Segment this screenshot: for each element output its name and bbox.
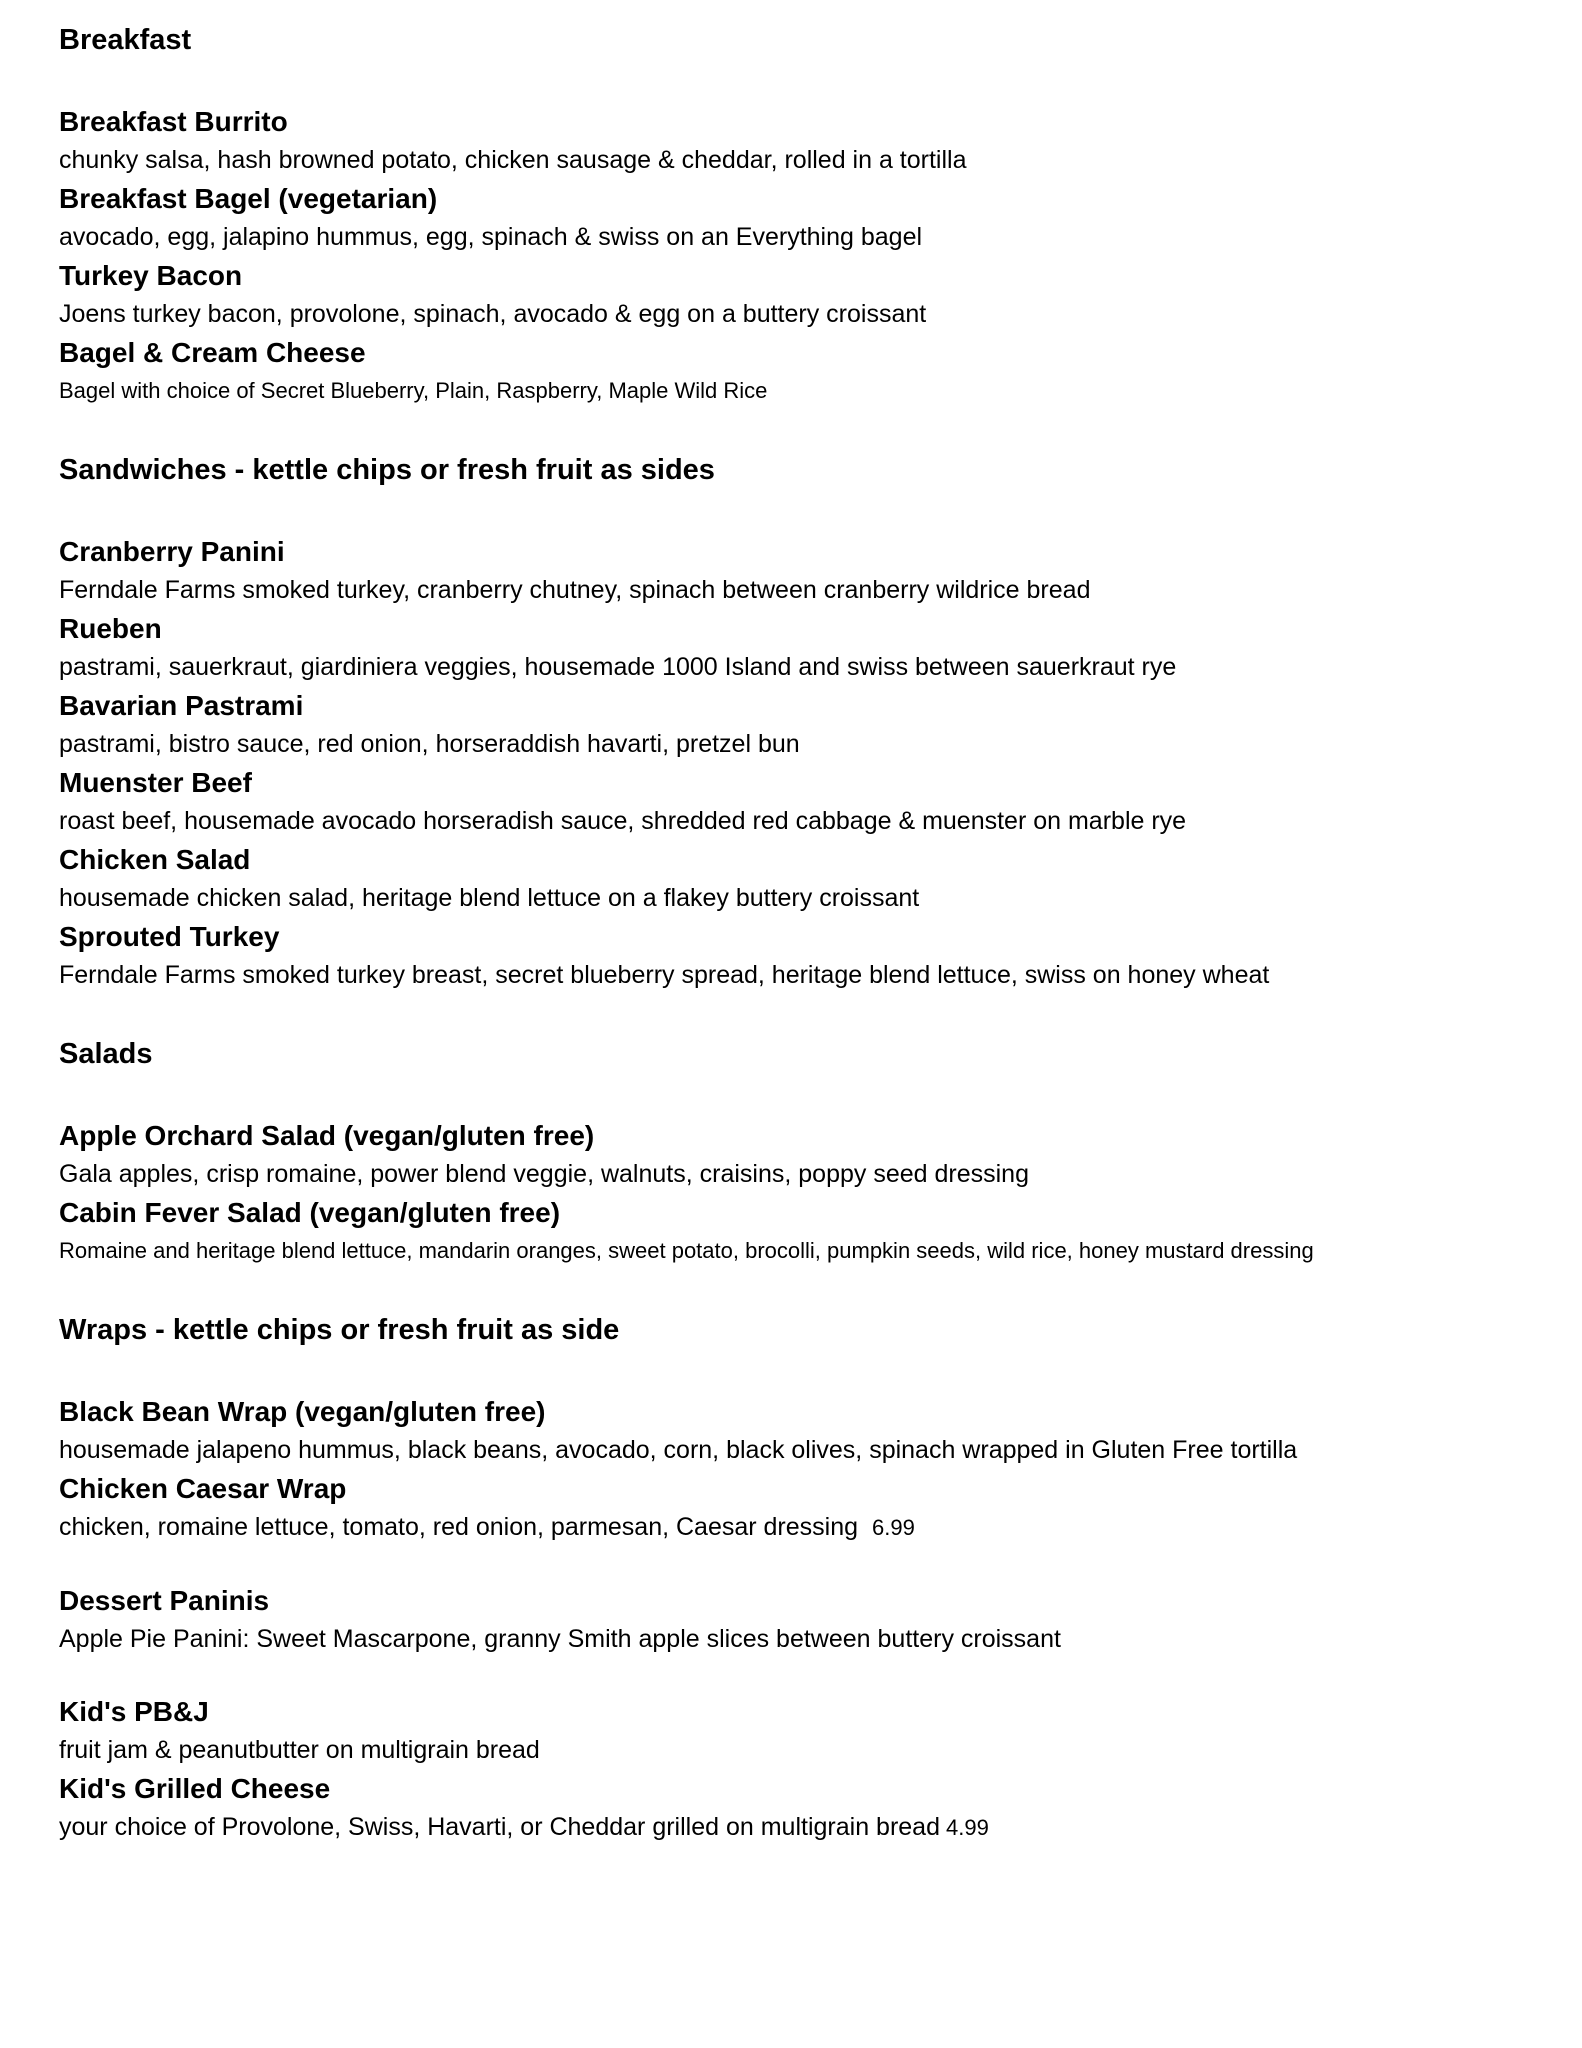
wraps-section	[59, 1273, 1582, 1543]
item-name: Muenster Beef	[59, 767, 252, 798]
menu-item	[59, 612, 1582, 682]
menu-item	[59, 766, 1582, 836]
menu-item	[59, 259, 1582, 329]
section-heading: Sandwiches - kettle chips or fresh fruit as sides	[59, 454, 715, 486]
menu-item	[59, 336, 1582, 406]
breakfast-section	[59, 0, 1582, 406]
sandwiches-section	[59, 413, 1582, 990]
item-price: 4.99	[945, 1815, 989, 1840]
item-description-text: chicken, romaine lettuce, tomato, red onion, parmesan, Caesar dressing	[59, 1513, 859, 1541]
item-name: Kid's PB&J	[59, 1696, 209, 1727]
item-name: Turkey Bacon	[59, 260, 243, 291]
item-description	[59, 1812, 1582, 1843]
item-description: Apple Pie Panini: Sweet Mascarpone, granny Smith apple slices between buttery croissant	[59, 1625, 1061, 1653]
item-description-text: your choice of Provolone, Swiss, Havarti, or Cheddar grilled on multigrain bread	[59, 1813, 940, 1841]
section-heading: Salads	[59, 1038, 153, 1070]
item-name: Bavarian Pastrami	[59, 690, 304, 721]
menu-item	[59, 689, 1582, 759]
section-heading: Wraps - kettle chips or fresh fruit as side	[59, 1314, 620, 1346]
item-name: Chicken Salad	[59, 844, 251, 875]
item-description: Gala apples, crisp romaine, power blend veggie, walnuts, craisins, poppy seed dressing	[59, 1160, 1029, 1188]
menu-item	[59, 1472, 1582, 1543]
section-heading: Breakfast	[59, 24, 192, 56]
item-name: Apple Orchard Salad (vegan/gluten free)	[59, 1120, 595, 1151]
item-description: Ferndale Farms smoked turkey, cranberry chutney, spinach between cranberry wildrice bread	[59, 576, 1091, 604]
menu-item	[59, 1395, 1582, 1465]
item-name: Kid's Grilled Cheese	[59, 1773, 331, 1804]
salads-section	[59, 997, 1582, 1266]
item-description: pastrami, sauerkraut, giardiniera veggies, housemade 1000 Island and swiss between sauerkraut rye	[59, 653, 1177, 681]
item-description	[59, 1512, 1582, 1543]
item-description: Ferndale Farms smoked turkey breast, secret blueberry spread, heritage blend lettuce, swiss on honey wheat	[59, 961, 1270, 989]
menu-item	[59, 1584, 1582, 1654]
item-name: Dessert Paninis	[59, 1585, 270, 1616]
menu-item	[59, 1196, 1582, 1266]
menu-item	[59, 843, 1582, 913]
item-description: Romaine and heritage blend lettuce, mandarin oranges, sweet potato, brocolli, pumpkin seeds, wild rice, honey mustard dressing	[59, 1238, 1314, 1263]
kids-section	[59, 1661, 1582, 1843]
item-description: pastrami, bistro sauce, red onion, horseraddish havarti, pretzel bun	[59, 730, 800, 758]
item-description: Bagel with choice of Secret Blueberry, Plain, Raspberry, Maple Wild Rice	[59, 378, 768, 403]
item-description: roast beef, housemade avocado horseradish sauce, shredded red cabbage & muenster on marble rye	[59, 807, 1187, 835]
item-description: housemade jalapeno hummus, black beans, avocado, corn, black olives, spinach wrapped in Gluten Free tortilla	[59, 1436, 1298, 1464]
item-name: Cabin Fever Salad (vegan/gluten free)	[59, 1197, 561, 1228]
item-price: 6.99	[872, 1515, 915, 1540]
item-name: Sprouted Turkey	[59, 921, 280, 952]
menu-item	[59, 1772, 1582, 1843]
item-name: Cranberry Panini	[59, 536, 285, 567]
item-name: Bagel & Cream Cheese	[59, 337, 366, 368]
item-description: fruit jam & peanutbutter on multigrain bread	[59, 1736, 540, 1764]
item-name: Rueben	[59, 613, 162, 644]
item-name: Black Bean Wrap (vegan/gluten free)	[59, 1396, 546, 1427]
dessert-section	[59, 1550, 1582, 1654]
menu-item	[59, 105, 1582, 175]
menu-item	[59, 1119, 1582, 1189]
menu-item	[59, 182, 1582, 252]
item-description: housemade chicken salad, heritage blend lettuce on a flakey buttery croissant	[59, 884, 920, 912]
item-name: Breakfast Burrito	[59, 106, 288, 137]
menu-item	[59, 920, 1582, 990]
menu-item	[59, 1695, 1582, 1765]
item-name: Breakfast Bagel (vegetarian)	[59, 183, 438, 214]
item-description: Joens turkey bacon, provolone, spinach, avocado & egg on a buttery croissant	[59, 300, 927, 328]
item-name: Chicken Caesar Wrap	[59, 1473, 347, 1504]
item-description: chunky salsa, hash browned potato, chicken sausage & cheddar, rolled in a tortilla	[59, 146, 967, 174]
menu-item	[59, 535, 1582, 605]
item-description: avocado, egg, jalapino hummus, egg, spinach & swiss on an Everything bagel	[59, 223, 923, 251]
